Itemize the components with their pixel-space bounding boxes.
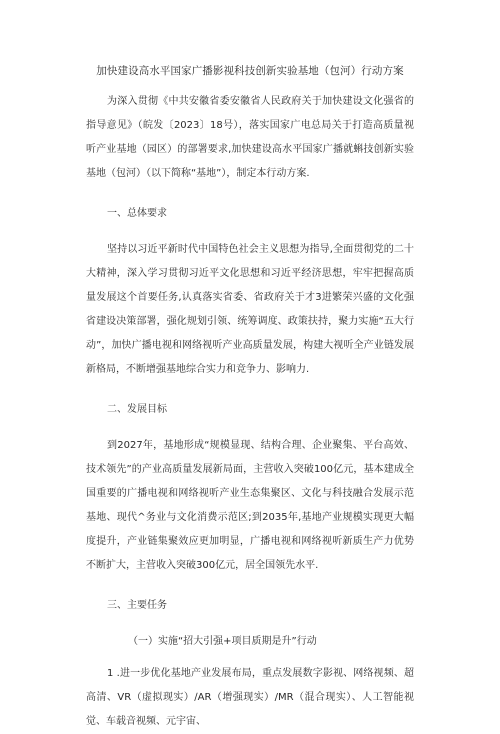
section-heading-development-goals: 二、发展目标 (107, 404, 167, 415)
task-item-1: 1 .进一步优化基地产业发展布局，重点发展数字影视、网络视频、超高清、VR（虚拟现实）∕AR（增强现实）/MR（混合现实）、人工智能视觉、车载音视频、元宇宙、 (86, 668, 414, 727)
section-heading-main-tasks: 三、主要任务 (107, 600, 167, 611)
subsection-heading-1: （一）实施“招大引强+项目质期是升”行动 (128, 636, 317, 647)
development-goals-paragraph: 到2027年，基地形成“规模显现、结构合理、企业聚集、平台高效、技术领先”的产业高质量发展新局面，主营收入突破100亿元，基本建成全国重要的广播电视和网络视听产业生态集聚区、文化与科技融合发展示范基地、现代^务业与文化消费示范区;到2035年,基地产业规模实现更大幅度提升，产业链集聚效应更加明显，广播电视和网络视听新质生产力优势不断扩大，主营收入突破300亿元，居全国领先水平. (86, 440, 414, 571)
intro-paragraph: 为深入贯彻《中共安徽省委安徽省人民政府关于加快建设文化强省的指导意见》（皖发〔2023〕18号），落实国家广电总局关于打造高质量视听产业基地（园区）的部署要求,加快建设高水平国家广播就蝌技创新实验基地（包河）（以下简称“基地”），制定本行动方案. (86, 96, 414, 179)
document-title: 加快建设高水平国家广播影视科技创新实验基地（包河）行动方案 (96, 65, 404, 77)
general-requirements-paragraph: 坚持以习近平新时代中国特色社会主义思想为指导,全面贯彻党的二十大精神，深入学习贯彻习近平文化思想和习近平经济思想，牢牢把握高质量发展这个首要任务,认真落实省委、省政府关于才3进繁荣兴盛的文化强省建设决策部署，强化规划引领、统筹调度、政策扶持，聚力实施“五大行动”，加快广播电视和网络视听产业高质量发展，构建大视听全产业链发展新格局，不断增强基地综合实力和竞争力、影响力. (86, 244, 414, 375)
section-heading-general-requirements: 一、总体要求 (107, 208, 167, 219)
